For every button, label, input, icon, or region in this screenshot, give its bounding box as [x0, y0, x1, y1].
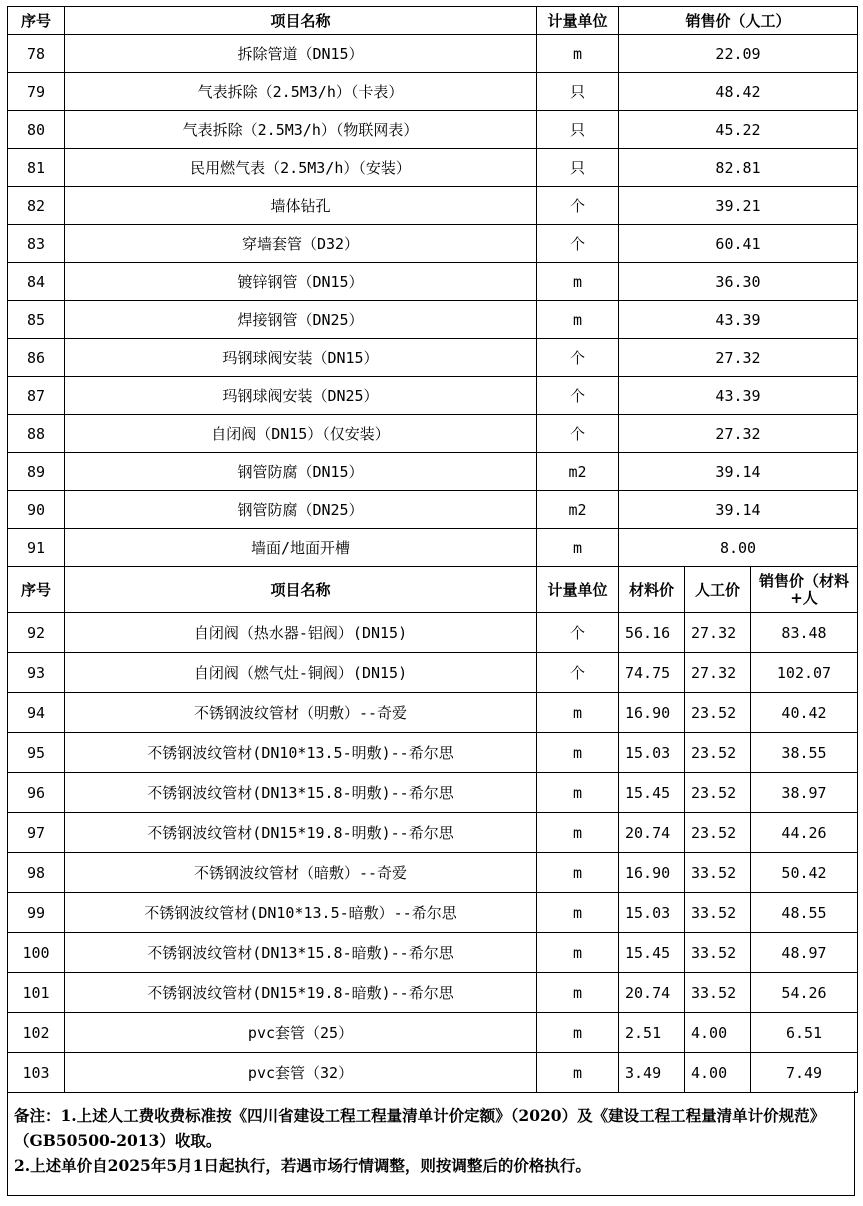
labor-price-cell: 23.52 [685, 693, 751, 733]
item-name: 自闭阀（DN15）（仅安装） [65, 415, 537, 453]
row-no: 92 [8, 613, 65, 653]
unit-cell: 个 [537, 225, 619, 263]
table-row [8, 415, 858, 453]
row-no: 96 [8, 773, 65, 813]
price-cell: 36.30 [619, 263, 858, 301]
table-row [8, 339, 858, 377]
total-price-cell: 50.42 [751, 853, 858, 893]
table-row [8, 613, 858, 653]
unit-cell: m2 [537, 491, 619, 529]
price-cell: 22.09 [619, 35, 858, 73]
table-row [8, 301, 858, 339]
item-name: 民用燃气表（2.5M3/h）（安装） [65, 149, 537, 187]
item-name: 不锈钢波纹管材(DN13*15.8-明敷)--希尔思 [65, 773, 537, 813]
labor-price-cell: 23.52 [685, 733, 751, 773]
table-row [8, 73, 858, 111]
note-line-2: 2.上述单价自2025年5月1日起执行，若遇市场行情调整，则按调整后的价格执行。 [14, 1156, 591, 1175]
table-header-row [8, 567, 858, 613]
table-row [8, 773, 858, 813]
item-name: 钢管防腐（DN15） [65, 453, 537, 491]
row-no: 86 [8, 339, 65, 377]
item-name: 不锈钢波纹管材(DN15*19.8-暗敷)--希尔思 [65, 973, 537, 1013]
item-name: 墙体钻孔 [65, 187, 537, 225]
table-row [8, 149, 858, 187]
table-row [8, 377, 858, 415]
header-price: 销售价（人工） [619, 7, 858, 35]
labor-price-cell: 4.00 [685, 1013, 751, 1053]
item-name: 玛钢球阀安装（DN15） [65, 339, 537, 377]
row-no: 79 [8, 73, 65, 111]
material-price-cell: 15.03 [619, 893, 685, 933]
labor-price-cell: 33.52 [685, 973, 751, 1013]
unit-cell: m [537, 933, 619, 973]
table-row [8, 853, 858, 893]
item-name: pvc套管（32） [65, 1053, 537, 1093]
item-name: 气表拆除（2.5M3/h）（物联网表） [65, 111, 537, 149]
note-line-1: 备注：1.上述人工费收费标准按《四川省建设工程工程量清单计价定额》（2020）及《建设工程工程量清单计价规范》（GB50500-2013）收取。 [14, 1106, 826, 1150]
labor-price-cell: 23.52 [685, 773, 751, 813]
unit-cell: m [537, 1013, 619, 1053]
price-cell: 39.14 [619, 491, 858, 529]
total-price-cell: 38.55 [751, 733, 858, 773]
unit-cell: 只 [537, 111, 619, 149]
row-no: 101 [8, 973, 65, 1013]
unit-cell: m [537, 773, 619, 813]
price-cell: 43.39 [619, 301, 858, 339]
row-no: 81 [8, 149, 65, 187]
row-no: 93 [8, 653, 65, 693]
labor-price-cell: 33.52 [685, 933, 751, 973]
total-price-cell: 102.07 [751, 653, 858, 693]
row-no: 80 [8, 111, 65, 149]
header-name: 项目名称 [65, 7, 537, 35]
price-cell: 48.42 [619, 73, 858, 111]
price-cell: 27.32 [619, 339, 858, 377]
item-name: 墙面/地面开槽 [65, 529, 537, 567]
material-price-cell: 56.16 [619, 613, 685, 653]
unit-cell: 个 [537, 613, 619, 653]
header-unit: 计量单位 [537, 7, 619, 35]
labor-price-cell: 27.32 [685, 613, 751, 653]
row-no: 91 [8, 529, 65, 567]
row-no: 78 [8, 35, 65, 73]
row-no: 88 [8, 415, 65, 453]
unit-cell: m2 [537, 453, 619, 491]
table-row [8, 693, 858, 733]
table-row [8, 225, 858, 263]
price-cell: 60.41 [619, 225, 858, 263]
row-no: 84 [8, 263, 65, 301]
row-no: 103 [8, 1053, 65, 1093]
labor-price-cell: 27.32 [685, 653, 751, 693]
unit-cell: m [537, 529, 619, 567]
item-name: 镀锌钢管（DN15） [65, 263, 537, 301]
item-name: 玛钢球阀安装（DN25） [65, 377, 537, 415]
material-price-cell: 3.49 [619, 1053, 685, 1093]
unit-cell: m [537, 1053, 619, 1093]
labor-price-cell: 33.52 [685, 853, 751, 893]
price-cell: 27.32 [619, 415, 858, 453]
table-row [8, 733, 858, 773]
table-row [8, 453, 858, 491]
row-no: 95 [8, 733, 65, 773]
item-name: pvc套管（25） [65, 1013, 537, 1053]
item-name: 不锈钢波纹管材(DN15*19.8-明敷)--希尔思 [65, 813, 537, 853]
item-name: 穿墙套管（D32） [65, 225, 537, 263]
table-row [8, 653, 858, 693]
material-price-cell: 16.90 [619, 693, 685, 733]
row-no: 82 [8, 187, 65, 225]
material-price-cell: 20.74 [619, 973, 685, 1013]
row-no: 83 [8, 225, 65, 263]
item-name: 拆除管道（DN15） [65, 35, 537, 73]
item-name: 不锈钢波纹管材(DN10*13.5-暗敷）--希尔思 [65, 893, 537, 933]
total-price-cell: 38.97 [751, 773, 858, 813]
labor-price-cell: 33.52 [685, 893, 751, 933]
table-row [8, 813, 858, 853]
unit-cell: 只 [537, 73, 619, 111]
total-price-cell: 48.97 [751, 933, 858, 973]
unit-cell: 个 [537, 187, 619, 225]
table-row [8, 973, 858, 1013]
material-price-cell: 15.45 [619, 773, 685, 813]
table-row [8, 893, 858, 933]
price-cell: 82.81 [619, 149, 858, 187]
row-no: 98 [8, 853, 65, 893]
header-labor: 人工价 [685, 567, 751, 613]
unit-cell: m [537, 893, 619, 933]
price-cell: 45.22 [619, 111, 858, 149]
table-row [8, 263, 858, 301]
row-no: 94 [8, 693, 65, 733]
unit-cell: 只 [537, 149, 619, 187]
unit-cell: 个 [537, 377, 619, 415]
material-price-cell: 15.45 [619, 933, 685, 973]
material-price-cell: 74.75 [619, 653, 685, 693]
row-no: 99 [8, 893, 65, 933]
labor-price-table [7, 6, 858, 567]
unit-cell: 个 [537, 339, 619, 377]
item-name: 不锈钢波纹管材(DN13*15.8-暗敷)--希尔思 [65, 933, 537, 973]
item-name: 自闭阀（热水器-铝阀）(DN15) [65, 613, 537, 653]
total-price-cell: 44.26 [751, 813, 858, 853]
row-no: 100 [8, 933, 65, 973]
unit-cell: m [537, 35, 619, 73]
labor-price-cell: 23.52 [685, 813, 751, 853]
header-no: 序号 [8, 567, 65, 613]
header-total: 销售价（材料+人 [751, 567, 858, 613]
item-name: 钢管防腐（DN25） [65, 491, 537, 529]
table-row [8, 35, 858, 73]
unit-cell: m [537, 301, 619, 339]
unit-cell: m [537, 973, 619, 1013]
row-no: 102 [8, 1013, 65, 1053]
material-price-cell: 2.51 [619, 1013, 685, 1053]
item-name: 焊接钢管（DN25） [65, 301, 537, 339]
unit-cell: m [537, 733, 619, 773]
table-row [8, 111, 858, 149]
row-no: 89 [8, 453, 65, 491]
unit-cell: 个 [537, 653, 619, 693]
row-no: 97 [8, 813, 65, 853]
price-cell: 39.21 [619, 187, 858, 225]
table-row [8, 1053, 858, 1093]
item-name: 自闭阀（燃气灶-铜阀）(DN15) [65, 653, 537, 693]
material-price-cell: 16.90 [619, 853, 685, 893]
table-row [8, 1013, 858, 1053]
total-price-cell: 6.51 [751, 1013, 858, 1053]
row-no: 87 [8, 377, 65, 415]
price-cell: 43.39 [619, 377, 858, 415]
material-price-cell: 15.03 [619, 733, 685, 773]
total-price-cell: 54.26 [751, 973, 858, 1013]
material-labor-price-table [7, 566, 858, 1093]
total-price-cell: 40.42 [751, 693, 858, 733]
table-row [8, 187, 858, 225]
unit-cell: m [537, 263, 619, 301]
item-name: 气表拆除（2.5M3/h）（卡表） [65, 73, 537, 111]
row-no: 90 [8, 491, 65, 529]
table-row [8, 933, 858, 973]
header-no: 序号 [8, 7, 65, 35]
header-name: 项目名称 [65, 567, 537, 613]
item-name: 不锈钢波纹管材(DN10*13.5-明敷)--希尔思 [65, 733, 537, 773]
row-no: 85 [8, 301, 65, 339]
total-price-cell: 83.48 [751, 613, 858, 653]
material-price-cell: 20.74 [619, 813, 685, 853]
table-row [8, 491, 858, 529]
table-row [8, 529, 858, 567]
table-header-row [8, 7, 858, 35]
item-name: 不锈钢波纹管材（暗敷）--奇爱 [65, 853, 537, 893]
notes-block [7, 1091, 855, 1196]
item-name: 不锈钢波纹管材（明敷）--奇爱 [65, 693, 537, 733]
unit-cell: m [537, 853, 619, 893]
price-cell: 8.00 [619, 529, 858, 567]
header-unit: 计量单位 [537, 567, 619, 613]
total-price-cell: 7.49 [751, 1053, 858, 1093]
unit-cell: m [537, 813, 619, 853]
labor-price-cell: 4.00 [685, 1053, 751, 1093]
price-cell: 39.14 [619, 453, 858, 491]
unit-cell: m [537, 693, 619, 733]
header-material: 材料价 [619, 567, 685, 613]
unit-cell: 个 [537, 415, 619, 453]
total-price-cell: 48.55 [751, 893, 858, 933]
